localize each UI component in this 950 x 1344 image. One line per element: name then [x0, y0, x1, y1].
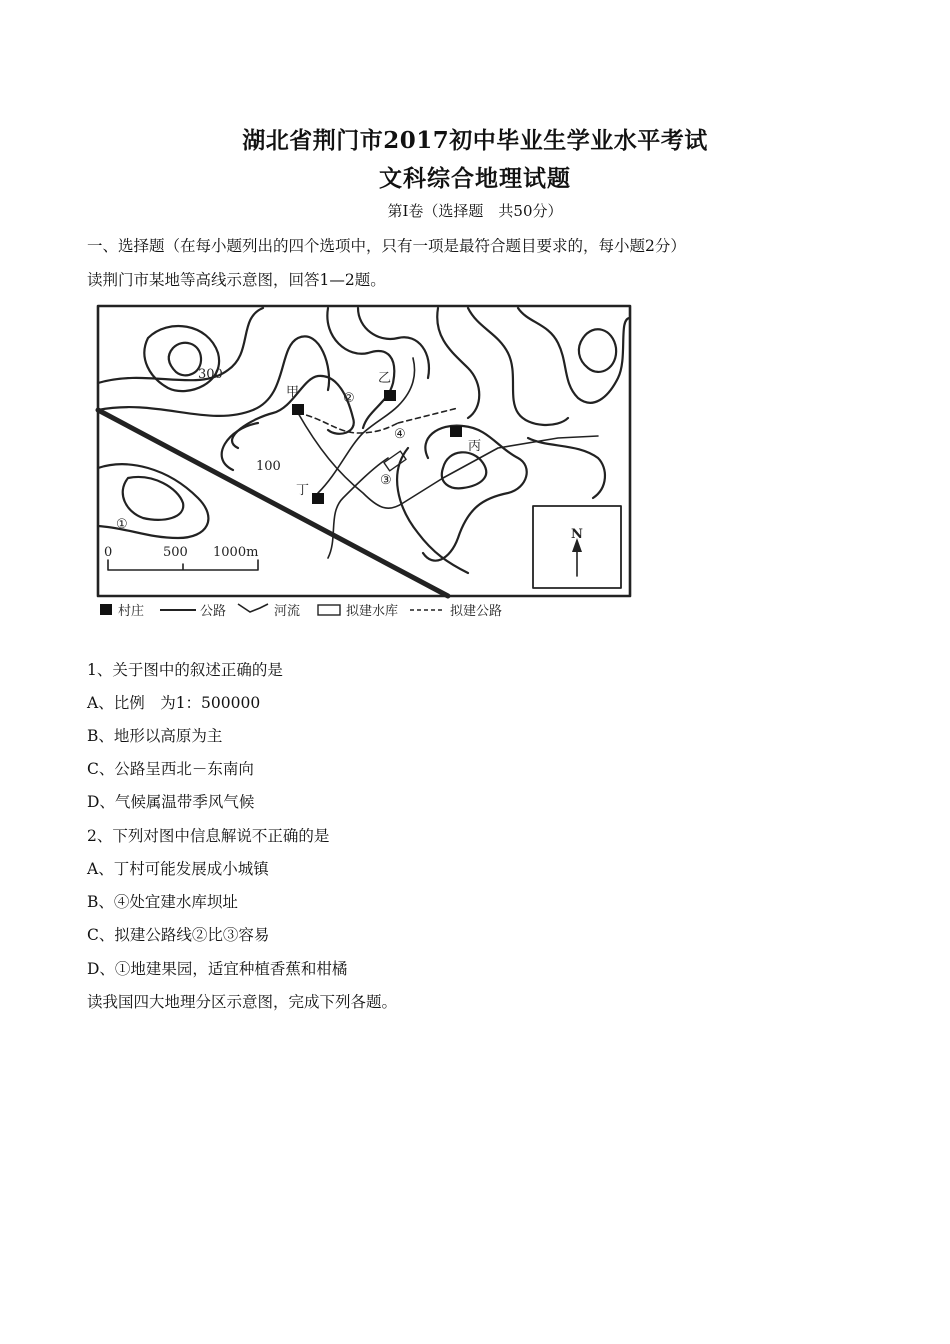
- contour-label-300: 300: [198, 367, 223, 382]
- scale-label-1000: 1000m: [213, 545, 259, 560]
- question-2-option-d: D、①地建果园，适宜种植香蕉和柑橘: [87, 960, 348, 978]
- contour-line: [98, 464, 208, 538]
- contour-line: [327, 308, 394, 428]
- contour-line: [437, 308, 479, 418]
- marker-3: ③: [380, 473, 392, 488]
- next-section-intro: 读我国四大地理分区示意图，完成下列各题。: [87, 993, 398, 1011]
- contour-line: [169, 343, 201, 376]
- contour-line: [397, 448, 468, 573]
- contour-line: [528, 438, 605, 498]
- marker-1: ①: [116, 517, 128, 532]
- planned-road: [398, 408, 458, 423]
- planned-road: [298, 413, 398, 433]
- legend-village: 村庄: [118, 604, 145, 619]
- question-1-stem: 1、关于图中的叙述正确的是: [87, 661, 283, 679]
- scale-bar: [108, 560, 258, 570]
- village-marker: [384, 390, 396, 401]
- village-marker: [450, 426, 462, 437]
- north-label: N: [571, 527, 583, 542]
- scale-label-0: 0: [104, 545, 113, 560]
- contour-line: [518, 308, 630, 403]
- legend-reservoir-icon: [318, 605, 340, 615]
- marker-2: ②: [343, 391, 355, 406]
- question-2-option-c: C、拟建公路线②比③容易: [87, 926, 270, 944]
- question-2-stem: 2、下列对图中信息解说不正确的是: [87, 827, 330, 845]
- marker-4: ④: [394, 427, 406, 442]
- contour-line: [468, 308, 568, 425]
- river: [328, 458, 388, 558]
- question-1-option-c: C、公路呈西北－东南向: [87, 760, 254, 778]
- question-1-option-b: B、地形以高原为主: [87, 727, 223, 745]
- page-title: 湖北省荆门市2017初中毕业生学业水平考试: [242, 127, 708, 154]
- village-label-bing: 丙: [468, 439, 482, 454]
- question-1-option-d: D、气候属温带季风气候: [87, 793, 255, 811]
- legend-road: 公路: [200, 604, 227, 619]
- legend-river: 河流: [274, 604, 301, 619]
- question-2-option-b: B、④处宜建水库坝址: [87, 893, 238, 911]
- section-instructions: 一、选择题（在每小题列出的四个选项中，只有一项是最符合题目要求的，每小题2分）: [87, 237, 686, 255]
- contour-map: [88, 298, 648, 628]
- contour-line: [222, 423, 258, 470]
- village-label-yi: 乙: [378, 371, 392, 386]
- page-subtitle: 文科综合地理试题: [379, 165, 571, 192]
- legend-reservoir: 拟建水库: [346, 604, 399, 619]
- scale-label-500: 500: [163, 545, 188, 560]
- reservoir-symbol: [384, 451, 406, 471]
- legend-river-icon: [238, 604, 268, 612]
- village-marker: [312, 493, 324, 504]
- contour-line: [98, 308, 263, 383]
- village-marker: [292, 404, 304, 415]
- contour-line: [123, 477, 184, 520]
- section-heading: 第Ⅰ卷（选择题 共50分）: [387, 202, 563, 220]
- legend-village-icon: [100, 604, 112, 615]
- contour-label-100: 100: [256, 459, 281, 474]
- village-label-jia: 甲: [286, 385, 300, 400]
- village-label-ding: 丁: [296, 483, 310, 498]
- question-1-option-a: A、比例 为1：500000: [87, 694, 261, 712]
- question-2-option-a: A、丁村可能发展成小城镇: [87, 860, 269, 878]
- map-intro: 读荆门市某地等高线示意图，回答1—2题。: [87, 271, 386, 289]
- contour-line: [579, 329, 616, 372]
- legend-planned-road: 拟建公路: [450, 604, 503, 619]
